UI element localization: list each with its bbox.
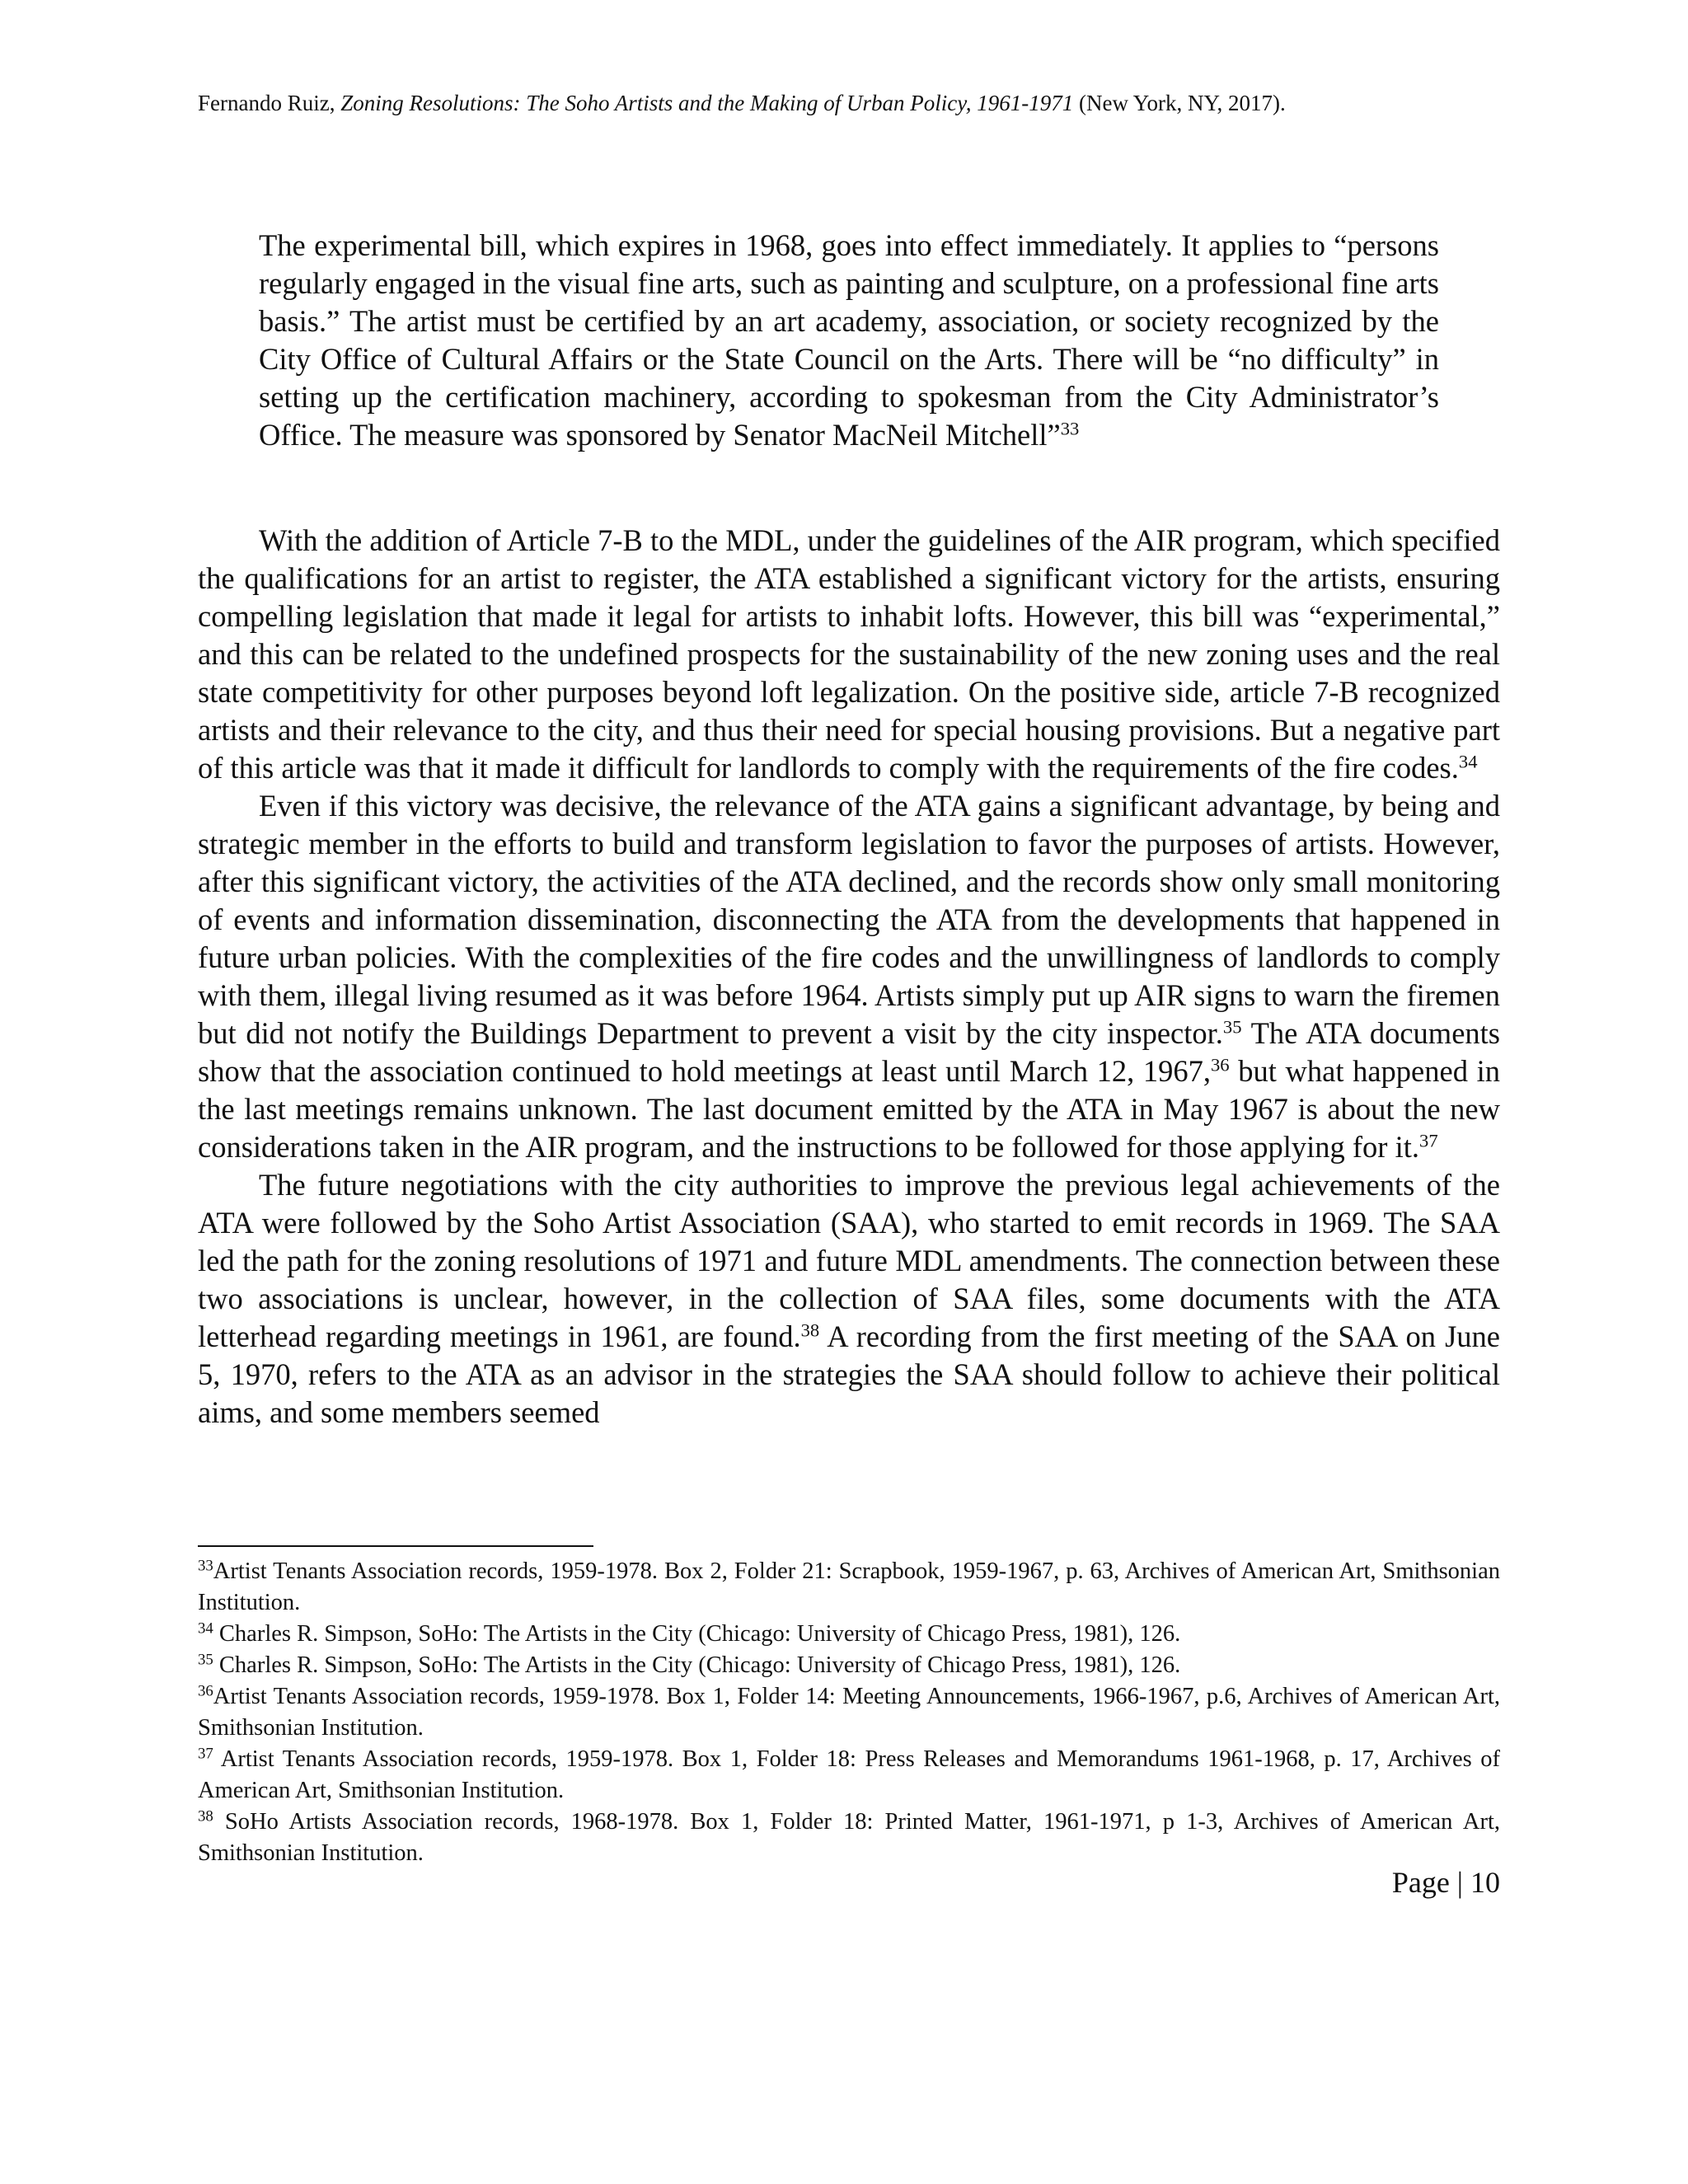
footnote [198,1556,1500,1619]
paragraph-text: A recording from the first meeting of the SAA on June 5, 1970, refers to the ATA as an advisor in the strategies the SAA should follow to achieve their political aims, and some members seemed [198,1319,1500,1429]
header-title: Zoning Resolutions: The Soho Artists and the Making of Urban Policy, 1961-1971 [340,91,1074,115]
paragraph-1 [198,522,1500,787]
block-quote-text: The experimental bill, which expires in 1968, goes into effect immediately. It applies to “persons regularly engaged in the visual fine arts, such as painting and sculpture, on a professional fine arts basis.” The artist must be certified by an art academy, association, or society recognized by the City Office of Cultural Affairs or the State Council on the Arts. There will be “no difficulty” in setting up the certification machinery, according to spokesman from the City Administrator’s Office. The measure was sponsored by Senator MacNeil Mitchell” [259,227,1439,452]
footnote-number: 38 [198,1807,213,1825]
paragraph-text: The future negotiations with the city authorities to improve the previous legal achievements of the ATA were followed by the Soho Artist Association (SAA), who started to emit records in 1969. The SAA led the path for the zoning resolutions of 1971 and future MDL amendments. The connection between these two associations is unclear, however, in the collection of SAA files, some documents with the ATA letterhead regarding meetings in 1961, are found. [198,1168,1500,1353]
paragraph-2 [198,787,1500,1166]
paragraph-text: The ATA documents show that the association continued to hold meetings at least until March 12, 1967, [198,1016,1500,1088]
block-quote [259,227,1439,454]
footnote-number: 37 [198,1745,213,1763]
footnote-text: SoHo Artists Association records, 1968-1978. Box 1, Folder 18: Printed Matter, 1961-1971, p 1-3, Archives of American Art, Smithsonian Institution. [198,1809,1500,1866]
footnote [198,1807,1500,1869]
paragraph-text: Even if this victory was decisive, the relevance of the ATA gains a significant advantage, by being and strategic member in the efforts to build and transform legislation to favor the purposes of artists. However, after this significant victory, the activities of the ATA declined, and the records show only small monitoring of events and information dissemination, disconnecting the ATA from the developments that happened in future urban policies. With the complexities of the fire codes and the unwillingness of landlords to comply with them, illegal living resumed as it was before 1964. Artists simply put up AIR signs to warn the firemen but did not notify the Buildings Department to prevent a visit by the city inspector. [198,789,1500,1050]
paragraph-3 [198,1166,1500,1432]
footnote-number: 35 [198,1651,213,1669]
paragraph-text: but what happened in the last meetings remains unknown. The last document emitted by the ATA in May 1967 is about the new considerations taken in the AIR program, and the instructions to be followed for those applying for it. [198,1054,1500,1164]
footnote-ref[interactable]: 33 [1060,418,1080,439]
footnote-ref[interactable]: 37 [1419,1130,1438,1151]
footnote-ref[interactable]: 34 [1458,751,1478,772]
footnote-number: 36 [198,1682,213,1700]
footnote-ref[interactable]: 38 [800,1319,820,1341]
page-number: Page | 10 [1391,1866,1500,1899]
footnote-divider [198,1545,593,1547]
footnote-number: 33 [198,1557,213,1575]
footnote-ref[interactable]: 35 [1222,1016,1242,1038]
footnote [198,1619,1500,1650]
footnote-text: Artist Tenants Association records, 1959-1978. Box 1, Folder 14: Meeting Announcements, 1966-1967, p.6, Archives of American Art, Smithsonian Institution. [198,1684,1500,1741]
footnote [198,1681,1500,1744]
footnote-ref[interactable]: 36 [1210,1054,1230,1076]
footnote [198,1650,1500,1681]
page-header [198,89,1500,117]
footnotes [198,1556,1500,1869]
header-publication: (New York, NY, 2017). [1073,91,1286,115]
footnote-text: Charles R. Simpson, SoHo: The Artists in the City (Chicago: University of Chicago Press, 1981), 126. [213,1621,1181,1647]
footnote-text: Charles R. Simpson, SoHo: The Artists in the City (Chicago: University of Chicago Press, 1981), 126. [213,1652,1181,1678]
header-author: Fernando Ruiz, [198,91,341,115]
footnote [198,1744,1500,1807]
footnote-text: Artist Tenants Association records, 1959-1978. Box 2, Folder 21: Scrapbook, 1959-1967, p. 63, Archives of American Art, Smithsonian Institution. [198,1558,1500,1615]
footnote-number: 34 [198,1619,213,1638]
footnote-text: Artist Tenants Association records, 1959-1978. Box 1, Folder 18: Press Releases and Memorandums 1961-1968, p. 17, Archives of American Art, Smithsonian Institution. [198,1746,1500,1803]
body-text [198,196,1500,1432]
paragraph-text: With the addition of Article 7-B to the MDL, under the guidelines of the AIR program, which specified the qualifications for an artist to register, the ATA established a significant victory for the artists, ensuring compelling legislation that made it legal for artists to inhabit lofts. However, this bill was “experimental,” and this can be related to the undefined prospects for the sustainability of the new zoning uses and the real state competitivity for other purposes beyond loft legalization. On the positive side, article 7-B recognized artists and their relevance to the city, and thus their need for special housing provisions. But a negative part of this article was that it made it difficult for landlords to comply with the requirements of the fire codes. [198,523,1500,785]
